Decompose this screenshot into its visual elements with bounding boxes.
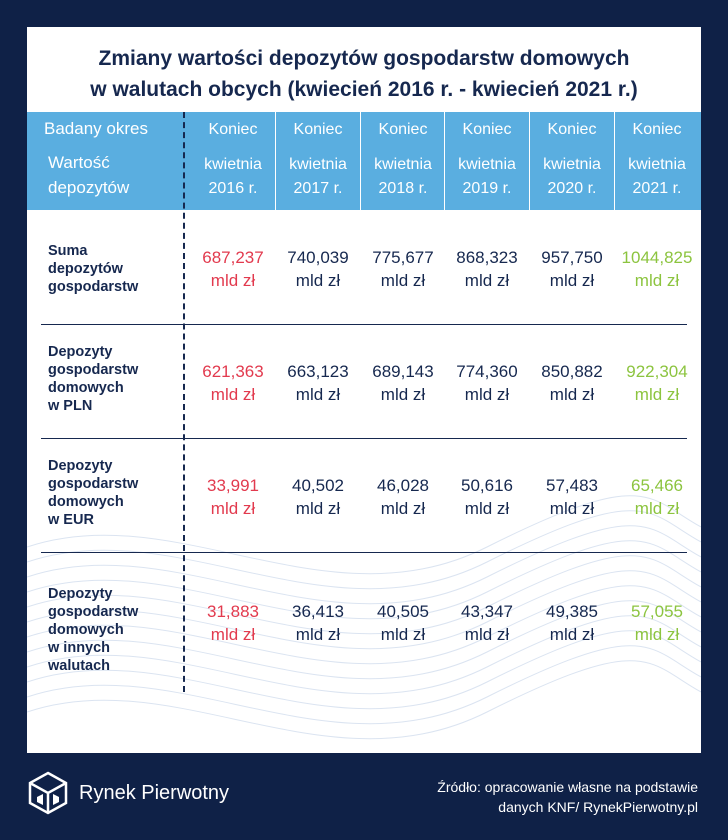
value-cell: 31,883 mld zł (207, 602, 259, 644)
table-row (27, 325, 701, 438)
value-cell: 57,055 mld zł (631, 602, 683, 644)
period-label: Badany okres (44, 119, 148, 138)
value-cell: 33,991 mld zł (207, 476, 259, 518)
column-header-line2: kwietnia (289, 156, 347, 173)
column-header-top: Koniec (547, 121, 597, 138)
table-row (27, 210, 701, 324)
value-cell: 36,413 mld zł (292, 602, 344, 644)
header-divider (444, 112, 445, 210)
value-cell: 868,323 mld zł (456, 248, 518, 290)
title-line-1: Zmiany wartości depozytów gospodarstw domowych (98, 47, 630, 70)
column-header-top: Koniec (378, 121, 428, 138)
brand-name: Rynek Pierwotny (79, 782, 230, 804)
value-cell: 740,039 mld zł (287, 248, 349, 290)
table-card (27, 27, 701, 753)
value-cell: 850,882 mld zł (541, 362, 603, 404)
value-label-line-2: depozytów (48, 178, 130, 197)
column-header-year: 2017 r. (293, 180, 343, 197)
value-cell: 775,677 mld zł (372, 248, 434, 290)
header-divider (529, 112, 530, 210)
value-cell: 57,483 mld zł (546, 476, 598, 518)
column-header-2021 (615, 112, 699, 210)
column-header-line2: kwietnia (374, 156, 432, 173)
title-line-2: w walutach obcych (kwiecień 2016 r. - kwiecień 2021 r.) (90, 78, 638, 101)
table-row (27, 553, 701, 693)
column-header-top: Koniec (208, 121, 258, 138)
row-label: Suma depozytów gospodarstw (48, 243, 139, 295)
column-header-line2: kwietnia (543, 156, 601, 173)
column-header-top: Koniec (293, 121, 343, 138)
row-label: Depozyty gospodarstw domowych w PLN (48, 344, 139, 414)
header-divider (360, 112, 361, 210)
value-cell: 774,360 mld zł (456, 362, 518, 404)
column-header-2017 (276, 112, 360, 210)
value-cell: 40,502 mld zł (292, 476, 344, 518)
column-header-line2: kwietnia (628, 156, 686, 173)
column-header-2019 (445, 112, 529, 210)
row-label: Depozyty gospodarstw domowych w EUR (48, 458, 139, 528)
column-header-top: Koniec (632, 121, 682, 138)
value-cell: 40,505 mld zł (377, 602, 429, 644)
value-cell: 922,304 mld zł (626, 362, 688, 404)
row-label: Depozyty gospodarstw domowych w innych walutach (48, 586, 139, 674)
value-cell: 49,385 mld zł (546, 602, 598, 644)
column-header-top: Koniec (462, 121, 512, 138)
header-divider (614, 112, 615, 210)
value-cell: 687,237 mld zł (202, 248, 264, 290)
value-cell: 663,123 mld zł (287, 362, 349, 404)
value-cell: 957,750 mld zł (541, 248, 603, 290)
value-cell: 46,028 mld zł (377, 476, 429, 518)
source-line-2: danych KNF/ RynekPierwotny.pl (498, 799, 698, 815)
source-note (437, 777, 698, 817)
column-header-2016 (191, 112, 275, 210)
value-label-line-1: Wartość (48, 153, 110, 172)
column-header-year: 2020 r. (547, 180, 597, 197)
column-header-2020 (530, 112, 614, 210)
value-cell: 43,347 mld zł (461, 602, 513, 644)
table-header (27, 112, 701, 210)
value-cell: 65,466 mld zł (631, 476, 683, 518)
column-header-year: 2019 r. (462, 180, 512, 197)
column-header-2018 (361, 112, 445, 210)
column-header-line2: kwietnia (458, 156, 516, 173)
page-title (27, 43, 701, 105)
value-cell: 689,143 mld zł (372, 362, 434, 404)
column-header-year: 2018 r. (378, 180, 428, 197)
value-cell: 50,616 mld zł (461, 476, 513, 518)
table-row (27, 439, 701, 552)
column-header-year: 2016 r. (208, 180, 258, 197)
column-header-year: 2021 r. (632, 180, 682, 197)
source-line-1: Źródło: opracowanie własne na podstawie (437, 779, 698, 795)
value-cell: 1044,825 mld zł (621, 248, 693, 290)
value-cell: 621,363 mld zł (202, 362, 264, 404)
column-header-line2: kwietnia (204, 156, 262, 173)
header-divider (275, 112, 276, 210)
brand-logo-icon (28, 771, 68, 815)
